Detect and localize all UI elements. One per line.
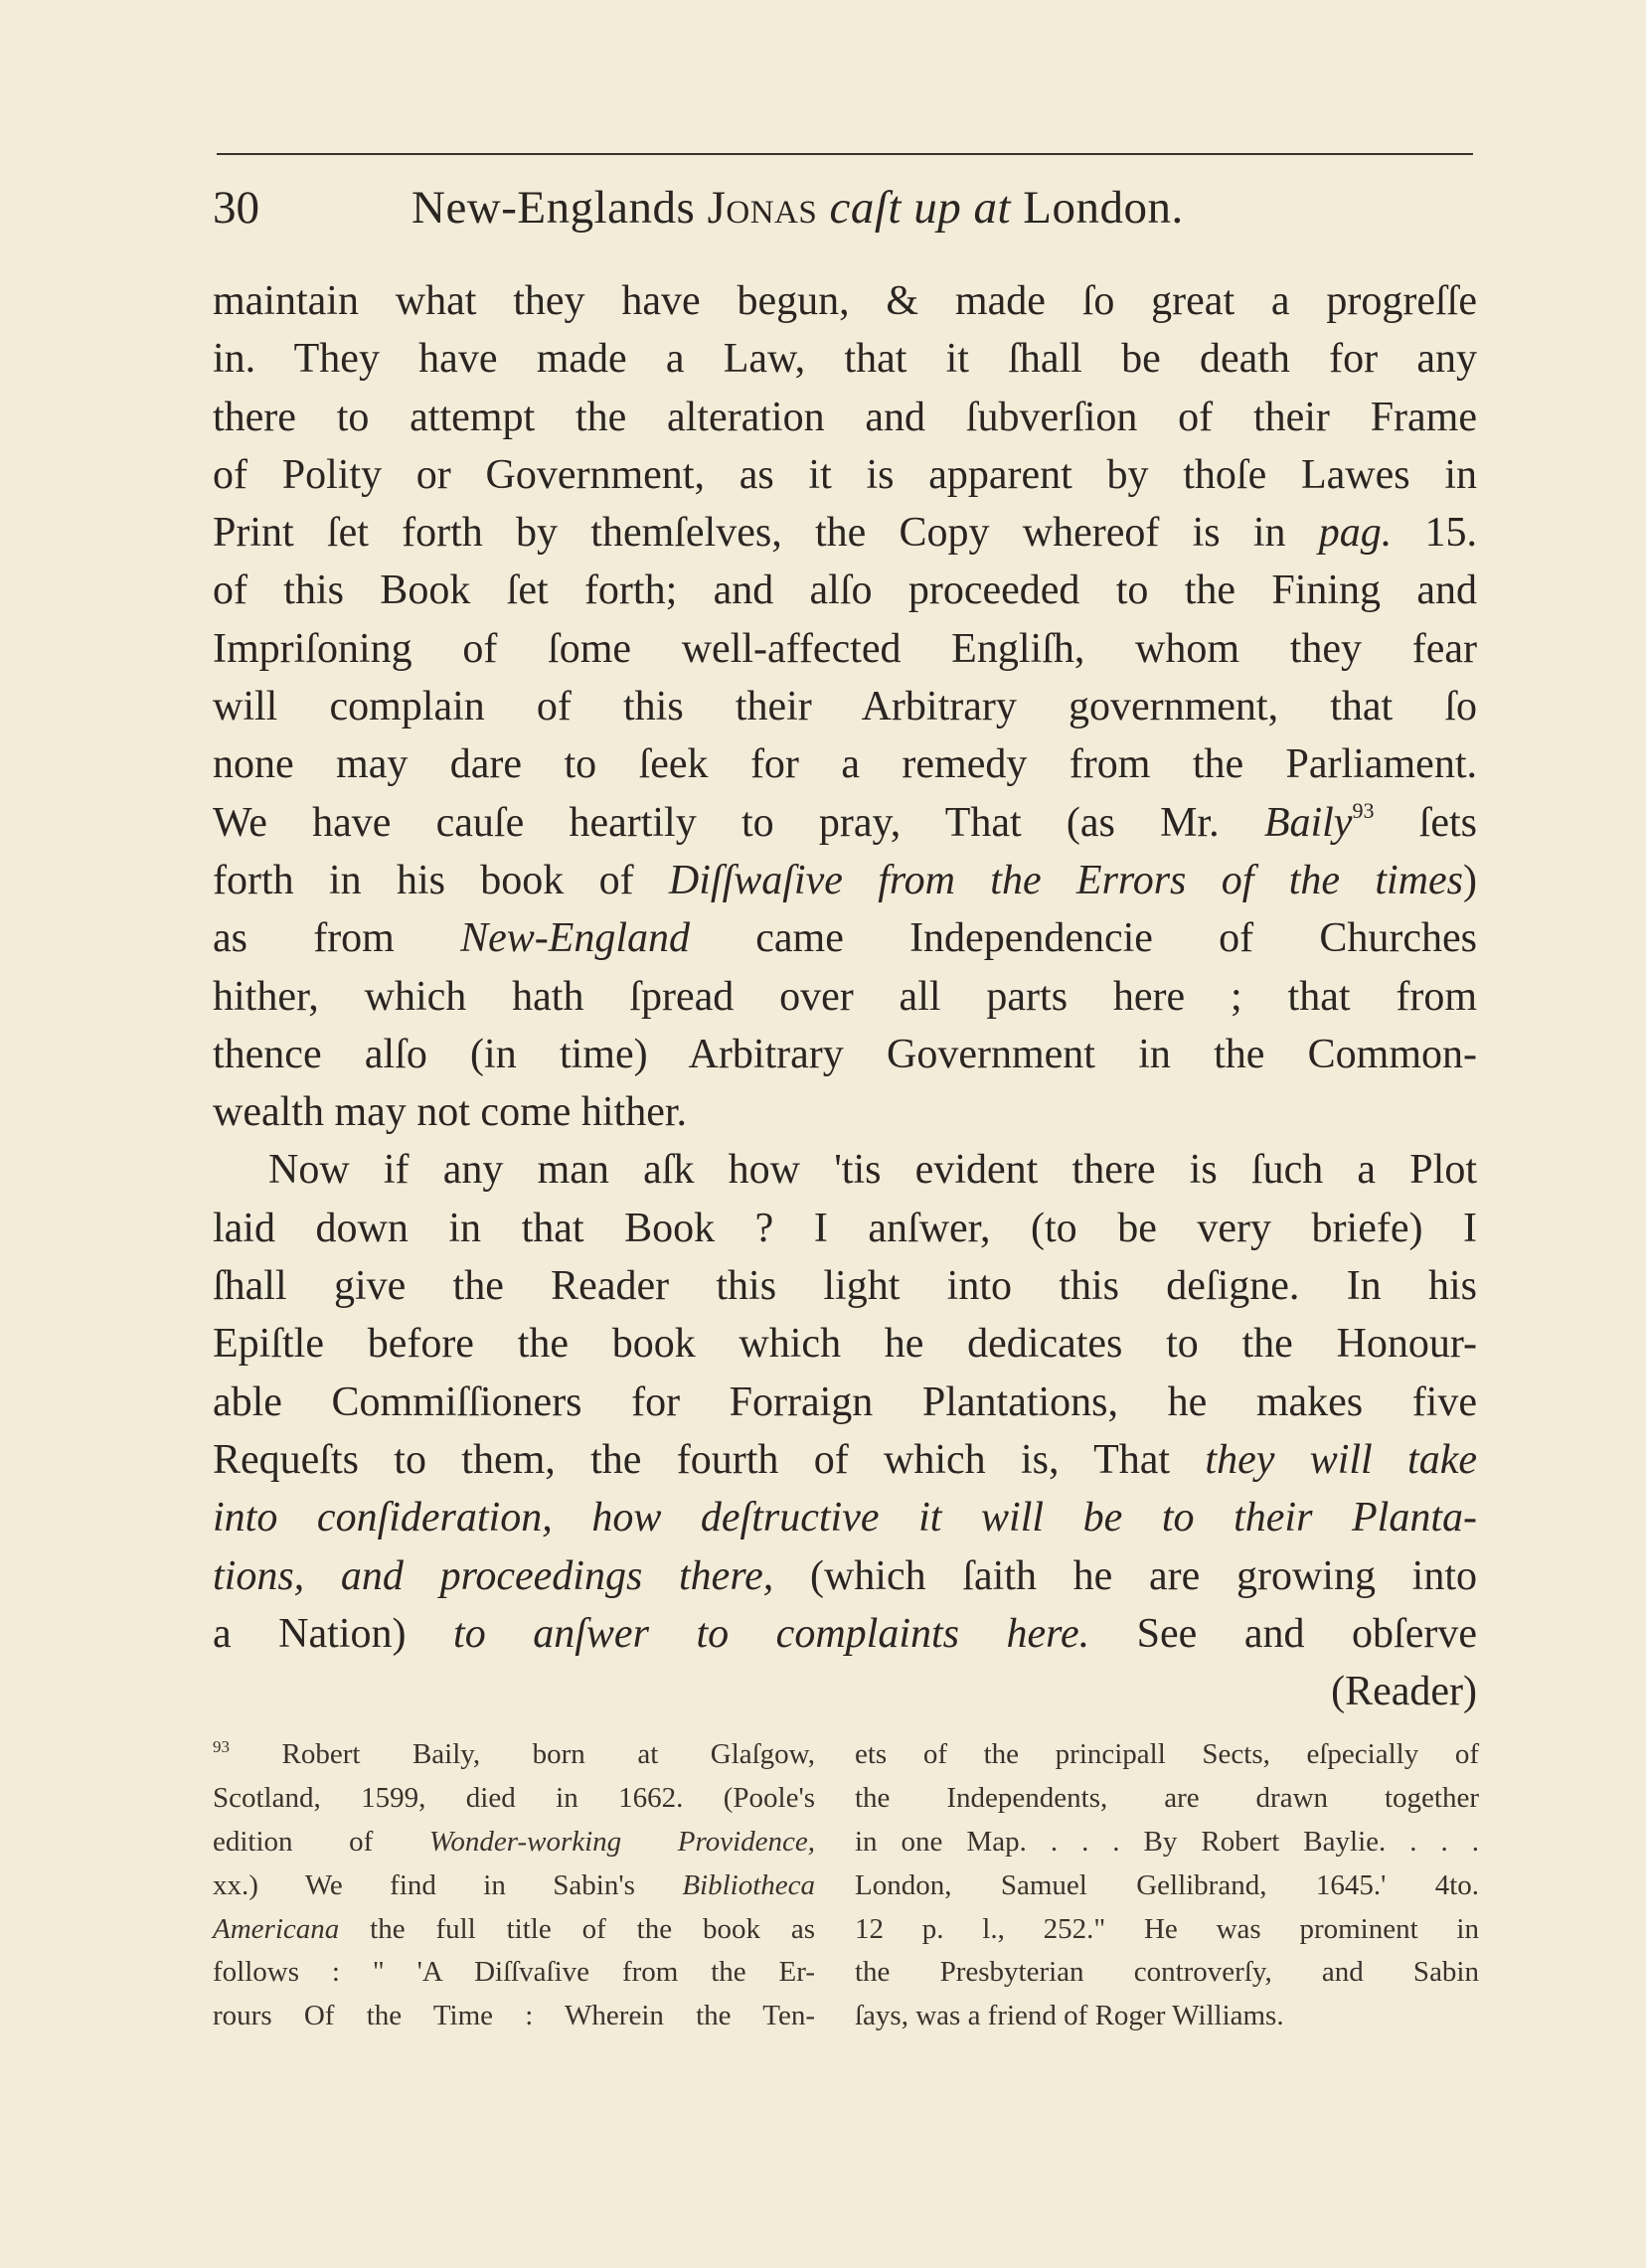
- text-line: laid down in that Book ? I anſwer, (to be very briefe) I: [213, 1205, 1477, 1251]
- footnote-line: in one Map. . . . By Robert Baylie. . . .: [855, 1825, 1479, 1858]
- text-line: none may dare to ſeek for a remedy from the Parliament.: [213, 741, 1477, 788]
- text-line: tions, and proceedings there, (which ſaith he are growing into: [213, 1552, 1477, 1599]
- text-line: wealth may not come hither.: [213, 1089, 688, 1136]
- main-text: [213, 272, 1477, 1720]
- text-line: Impriſoning of ſome well-affected Engliſh, whom they fear: [213, 625, 1477, 672]
- footnote-line: $^{93}$ Robert Baily, born at Glaſgow,: [213, 1737, 815, 1770]
- text-line: We have cauſe heartily to pray, That (as Mr. Baily$^{93}$ ſets: [213, 797, 1477, 846]
- footnote-ref: 93: [1352, 797, 1375, 823]
- text-line: will complain of this their Arbitrary government, that ſo: [213, 684, 1477, 730]
- catchword: (Reader): [1331, 1669, 1477, 1715]
- text-line: forth in his book of Diſſwaſive from the Errors of the times): [213, 857, 1477, 903]
- text-line: ſhall give the Reader this light into this deſigne. In his: [213, 1263, 1477, 1310]
- footnote-marker: 93: [213, 1737, 230, 1756]
- text-line: Epiſtle before the book which he dedicates to the Honour-: [213, 1321, 1477, 1368]
- page-number: 30: [213, 182, 259, 234]
- footnote-line: Scotland, 1599, died in 1662. (Poole's: [213, 1781, 815, 1814]
- footnote-line: xx.) We find in Sabin's Bibliotheca: [213, 1868, 815, 1901]
- text-line: able Commiſſioners for Forraign Plantations, he makes five: [213, 1378, 1477, 1425]
- footnote-line: ets of the principall Sects, eſpecially of: [855, 1738, 1479, 1770]
- header-rule: [217, 153, 1473, 155]
- text-line: Now if any man aſk how 'tis evident there is ſuch a Plot: [268, 1147, 1477, 1194]
- text-line: as from New-England came Independencie of Churches: [213, 915, 1477, 962]
- footnote-column-left: [213, 1733, 815, 2038]
- text-line: of this Book ſet forth; and alſo proceeded to the Fining and: [213, 567, 1477, 614]
- footnote-line: 12 p. l., 252." He was prominent in: [855, 1912, 1479, 1945]
- footnote-line: rours Of the Time : Wherein the Ten-: [213, 2000, 815, 2032]
- text-line: hither, which hath ſpread over all parts here ; that from: [213, 973, 1477, 1020]
- text-line: there to attempt the alteration and ſubverſion of their Frame: [213, 394, 1477, 440]
- text-line: thence alſo (in time) Arbitrary Government in the Common-: [213, 1031, 1477, 1077]
- footnote-line: the Independents, are drawn together: [855, 1781, 1479, 1814]
- text-line: of Polity or Government, as it is apparent by thoſe Lawes in: [213, 451, 1477, 498]
- footnote-line: Americana the full title of the book as: [213, 1912, 815, 1945]
- footnote-line: ſays, was a friend of Roger Williams.: [855, 2000, 1284, 2032]
- text-line: in. They have made a Law, that it ſhall be death for any: [213, 336, 1477, 383]
- running-title: New-Englands Jonas caſt up at London.: [412, 182, 1184, 234]
- footnote-line: edition of Wonder-working Providence,: [213, 1825, 815, 1858]
- footnote-column-right: [855, 1733, 1479, 2038]
- footnote-line: follows : " 'A Diſſvaſive from the Er-: [213, 1956, 815, 1989]
- text-line: Requeſts to them, the fourth of which is, That they will take: [213, 1436, 1477, 1483]
- footnote-line: London, Samuel Gellibrand, 1645.' 4to.: [855, 1868, 1479, 1901]
- running-header: [213, 175, 1278, 241]
- text-line: a Nation) to anſwer to complaints here. See and obſerve: [213, 1610, 1477, 1657]
- text-line: Print ſet forth by themſelves, the Copy whereof is in pag. 15.: [213, 510, 1478, 557]
- text-line: maintain what they have begun, & made ſo great a progreſſe: [213, 278, 1477, 324]
- text-line: into conſideration, how deſtructive it will be to their Planta-: [213, 1495, 1477, 1541]
- footnote-line: the Presbyterian controverſy, and Sabin: [855, 1956, 1479, 1989]
